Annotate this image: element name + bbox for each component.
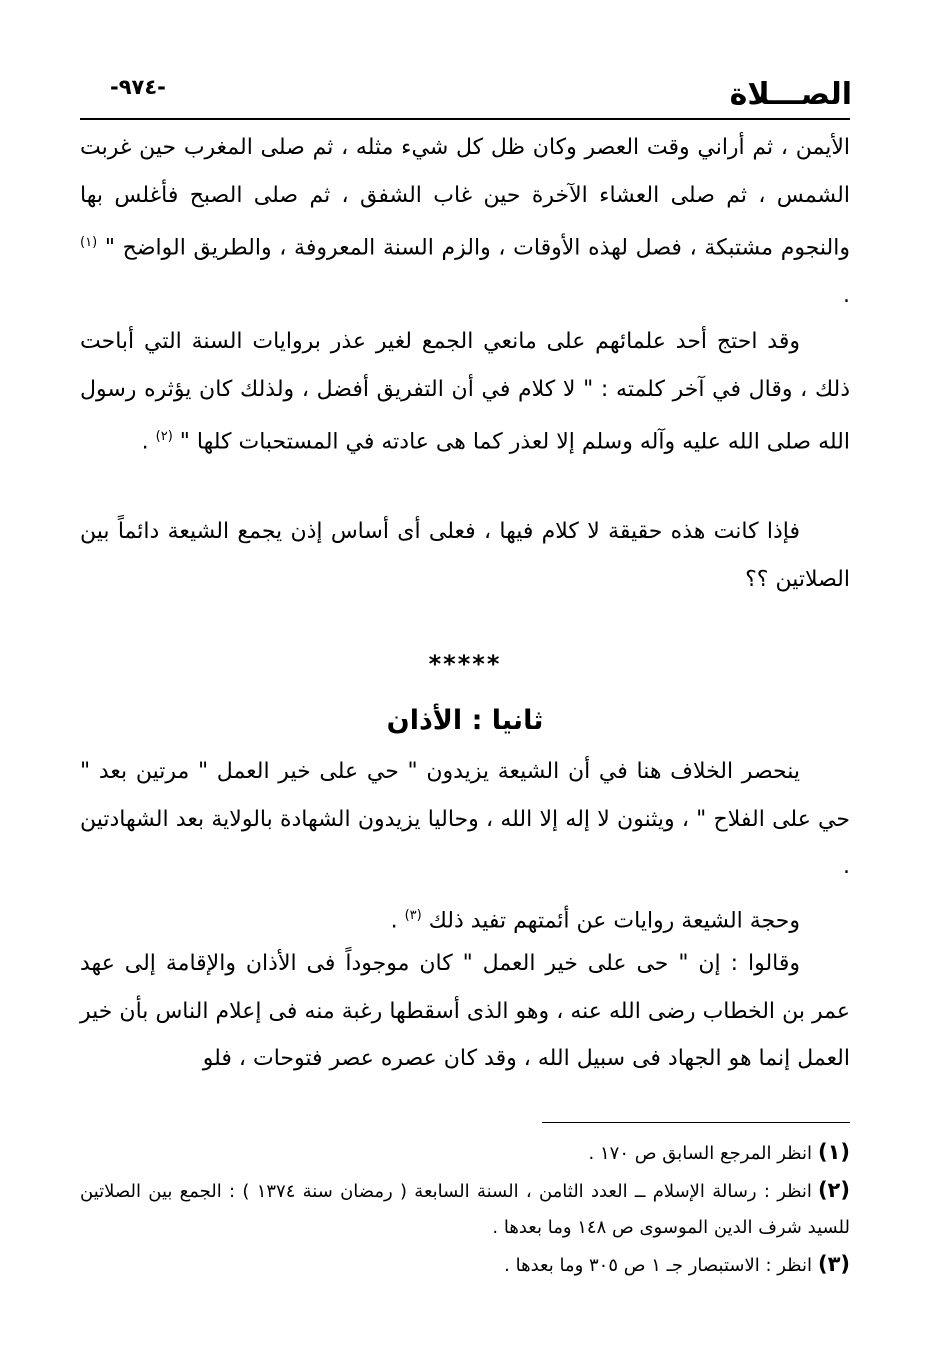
header-divider [80, 118, 850, 120]
paragraph-2-end: . [141, 429, 156, 455]
paragraph-1-text: الأيمن ، ثم أراني وقت العصر وكان ظل كل شيء مثله ، ثم صلى المغرب حين غربت الشمس ، ثم صلى العشاء الآخرة حين غاب الشفق ، ثم صلى الصبح فأغلس بها والنجوم مشتبكة ، فصل لهذه الأوقات ، والزم السنة المعروفة ، والطريق الواضح " [80, 135, 850, 261]
section-separator: ***** [428, 650, 502, 678]
footnote-1 [80, 1134, 850, 1172]
paragraph-4-block [80, 748, 850, 891]
section-title: ثانيا : الأذان [386, 705, 544, 736]
paragraph-5-end: . [390, 908, 405, 934]
paragraph-1-block [80, 124, 850, 319]
footnote-2 [80, 1172, 850, 1246]
footnote-3-text: انظر : الاستبصار جـ ١ ص ٣٠٥ وما بعدها . [504, 1255, 812, 1276]
paragraph-2-text: وقد احتج أحد علمائهم على مانعي الجمع لغير عذر بروايات السنة التي أباحت ذلك ، وقال في آخر كلمته : " لا كلام في أن التفريق أفضل ، ولذلك كان يؤثره رسول الله صلى الله عليه وآله وسلم إلا لعذر كما هى عادته في المستحبات كلها " [80, 329, 850, 455]
paragraph-1-end: . [843, 282, 850, 308]
paragraph-3: فإذا كانت هذه حقيقة لا كلام فيها ، فعلى أى أساس إذن يجمع الشيعة دائماً بين الصلاتين ؟؟ [80, 519, 850, 592]
paragraph-2-block [80, 318, 850, 466]
footnote-2-text: انظر : رسالة الإسلام ــ العدد الثامن ، السنة السابعة ( رمضان سنة ١٣٧٤ ) : الجمع بين الصلاتين للسيد شرف الدين الموسوى ص ١٤٨ وما بعدها . [80, 1181, 850, 1238]
paragraph-6: وقالوا : إن " حى على خير العمل " كان موجوداً فى الأذان والإقامة إلى عهد عمر بن الخطاب رضى الله عنه ، وهو الذى أسقطها رغبة منه فى إعلام الناس بأن خير العمل إنما هو الجهاد فى سبيل الله ، وقد كان عصره عصر فتوحات ، فلو [80, 951, 850, 1071]
footnote-3-number: (٣) [817, 1252, 850, 1276]
footnote-ref-1[interactable]: (١) [80, 235, 98, 250]
footnote-1-text: انظر المرجع السابق ص ١٧٠ . [588, 1143, 812, 1164]
paragraph-3-block [80, 508, 850, 603]
footnote-2-number: (٢) [817, 1178, 850, 1202]
paragraph-5 [80, 892, 850, 945]
footnote-divider [542, 1122, 850, 1123]
paragraph-2 [80, 318, 850, 466]
paragraph-5-block [80, 892, 850, 945]
footnote-ref-3[interactable]: (٣) [404, 908, 422, 923]
paragraph-5-text: وحجة الشيعة روايات عن أئمتهم تفيد ذلك [428, 908, 800, 934]
paragraph-6-block [80, 940, 850, 1083]
running-title: الصـــلاة [729, 77, 852, 112]
paragraph-1 [80, 124, 850, 319]
footnote-ref-2[interactable]: (٢) [155, 429, 173, 444]
footnote-1-number: (١) [817, 1140, 850, 1164]
page-header [80, 72, 852, 118]
page-number: -٩٧٤- [110, 75, 166, 99]
paragraph-4: ينحصر الخلاف هنا في أن الشيعة يزيدون " حي على خير العمل " مرتين بعد " حي على الفلاح " ، ويثنون لا إله إلا الله ، وحاليا يزيدون الشهادة بالولاية بعد الشهادتين . [80, 759, 850, 879]
footnotes [80, 1134, 850, 1284]
footnote-3 [80, 1246, 850, 1284]
